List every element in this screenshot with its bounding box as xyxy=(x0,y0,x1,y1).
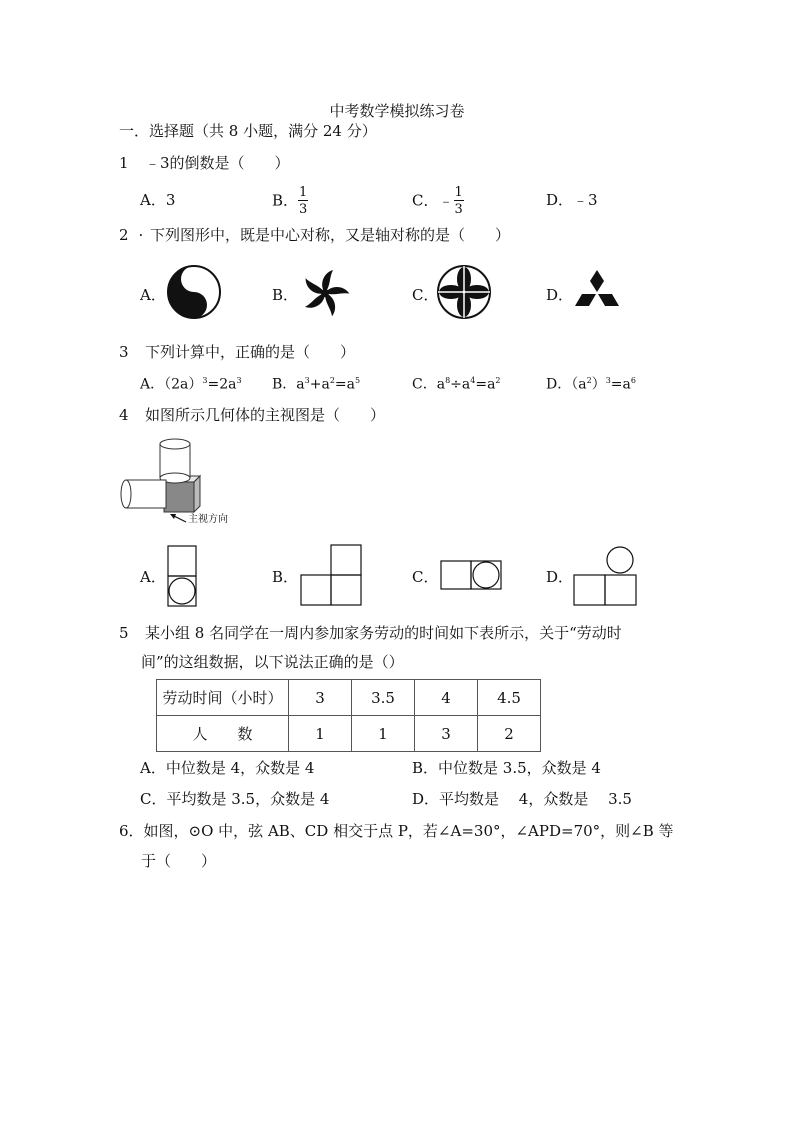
q1-option-b: B． $\frac{1}{3}$ xyxy=(272,185,308,217)
view-b-icon xyxy=(300,544,362,606)
q4-option-b-label: B． xyxy=(272,568,299,586)
q1-option-a: A．3 xyxy=(140,191,176,209)
q4-option-a-label: A． xyxy=(140,568,166,586)
view-direction-label: 主视方向 xyxy=(188,514,228,525)
q1-number: 1 xyxy=(119,154,129,172)
q3-stem: 下列计算中，正确的是（ ） xyxy=(145,343,356,361)
q2-option-a-label: A． xyxy=(140,286,166,304)
table-cell: 4.5 xyxy=(478,680,541,716)
table-row xyxy=(157,680,541,716)
q2-option-d-label: D． xyxy=(546,286,574,304)
q5-option-b: B．中位数是 3.5，众数是 4 xyxy=(412,759,601,777)
q5-stem-line1: 某小组 8 名同学在一周内参加家务劳动的时间如下表所示，关于“劳动时 xyxy=(145,624,622,642)
q2-stem: 下列图形中，既是中心对称，又是轴对称的是（ ） xyxy=(150,226,511,244)
labor-time-table xyxy=(156,679,541,752)
table-cell: 2 xyxy=(478,716,541,752)
view-c-icon xyxy=(440,560,502,590)
table-cell: 劳动时间（小时） xyxy=(157,680,289,716)
table-cell: 1 xyxy=(352,716,415,752)
q2-option-b-label: B． xyxy=(272,286,299,304)
q2-number: 2 · xyxy=(119,226,144,244)
page-title: 中考数学模拟练习卷 xyxy=(329,102,465,120)
q3-option-d: D．$(a^2)^3=a^6$ xyxy=(546,376,636,393)
table-cell: 1 xyxy=(289,716,352,752)
q4-option-c-label: C． xyxy=(412,568,439,586)
q5-stem-line2: 间”的这组数据，以下说法正确的是（） xyxy=(141,653,404,671)
fraction: $\frac{1}{3}$ xyxy=(454,185,463,217)
view-a-icon xyxy=(167,545,197,607)
q6-stem-line2: 于（ ） xyxy=(141,852,217,870)
table-cell: 3 xyxy=(415,716,478,752)
table-cell: 人 数 xyxy=(157,716,289,752)
q3-option-a: A．$(2a)^3=2a^3$ xyxy=(140,376,242,393)
q3-option-b: B．$a^3+a^2=a^5$ xyxy=(272,376,361,393)
four-petal-circle-icon xyxy=(436,264,492,320)
yin-yang-icon xyxy=(166,264,222,320)
q2-option-c-label: C． xyxy=(412,286,439,304)
q5-option-d: D．平均数是 4，众数是 3.5 xyxy=(412,790,632,808)
table-cell: 3 xyxy=(289,680,352,716)
q3-number: 3 xyxy=(119,343,129,361)
table-cell: 3.5 xyxy=(352,680,415,716)
q4-stem: 如图所示几何体的主视图是（ ） xyxy=(145,406,386,424)
q4-number: 4 xyxy=(119,406,129,424)
pinwheel-icon xyxy=(298,266,352,320)
q1-option-d: D．﹣3 xyxy=(546,191,598,209)
view-d-icon xyxy=(573,546,637,606)
q3-option-c: C．$a^8\div a^4=a^2$ xyxy=(412,376,501,393)
q1-stem: ﹣3的倒数是（ ） xyxy=(145,154,290,172)
q6-stem-line1: 6．如图，⊙O 中，弦 AB、CD 相交于点 P，若∠A=30°，∠APD=70°，则∠B 等 xyxy=(119,822,674,840)
section-heading: 一．选择题（共 8 小题，满分 24 分） xyxy=(119,122,377,140)
q1-option-c: C．﹣ $\frac{1}{3}$ xyxy=(412,185,463,217)
q5-option-c: C．平均数是 3.5，众数是 4 xyxy=(140,790,330,808)
fraction: $\frac{1}{3}$ xyxy=(299,185,308,217)
table-row xyxy=(157,716,541,752)
q4-option-d-label: D． xyxy=(546,568,574,586)
table-cell: 4 xyxy=(415,680,478,716)
q5-option-a: A．中位数是 4，众数是 4 xyxy=(140,759,315,777)
three-diamonds-icon xyxy=(572,270,622,316)
q5-number: 5 xyxy=(119,624,129,642)
